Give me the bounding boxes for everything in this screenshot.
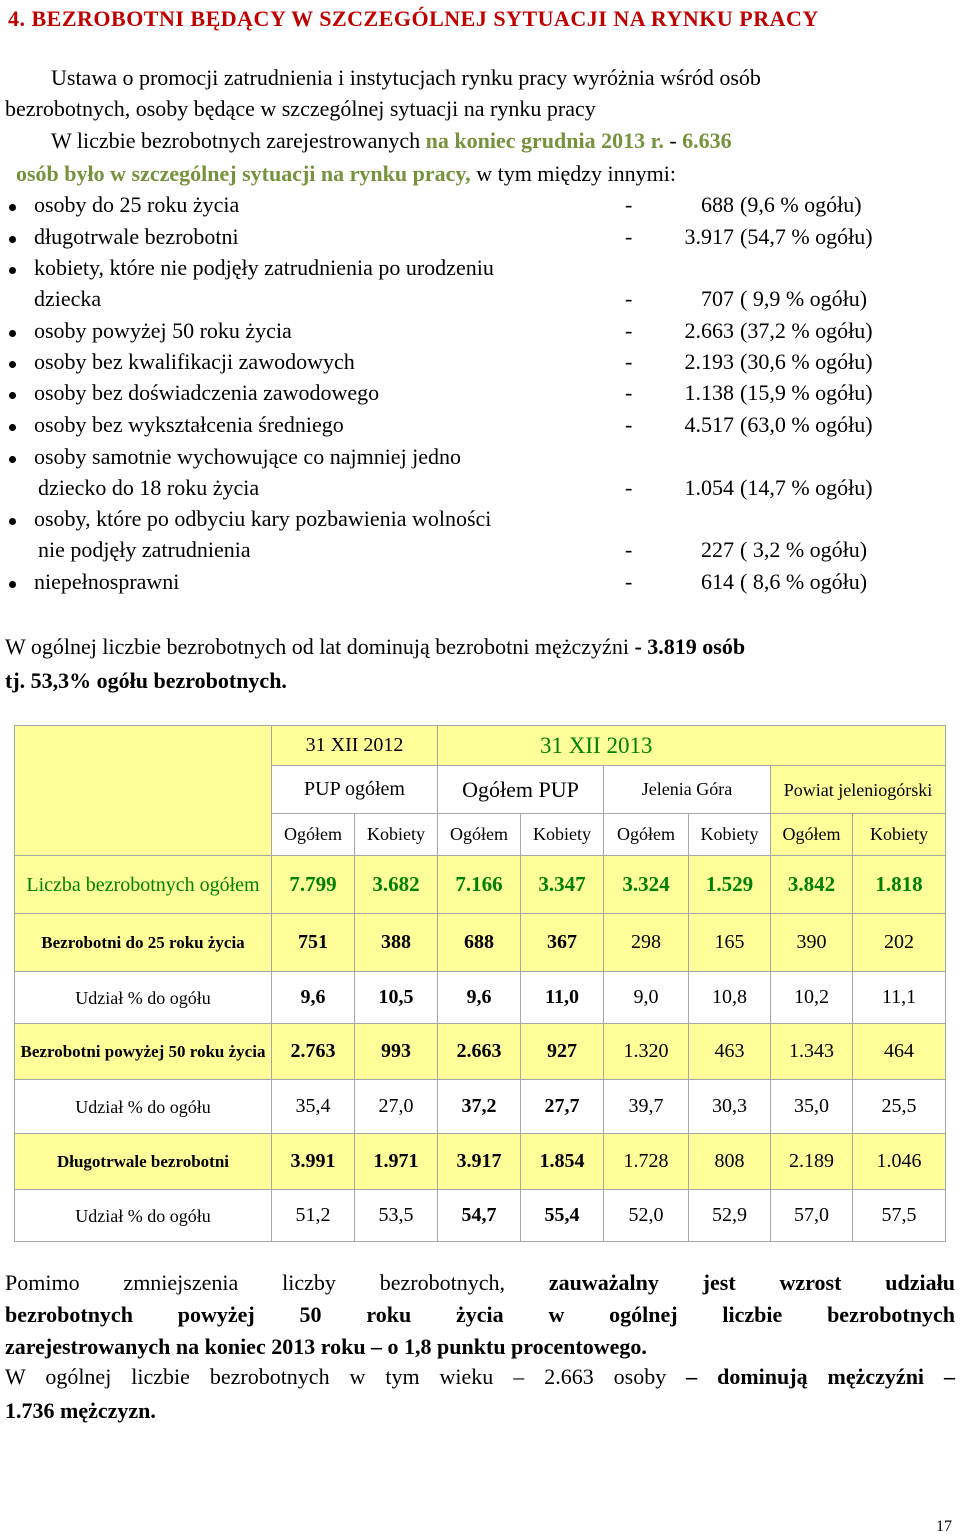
table-cell: 10,8 [689,972,771,1024]
bullet-icon [9,456,16,463]
intro-line-2: bezrobotnych, osoby będące w szczególnej sytuacji na rynku pracy [5,96,596,121]
list-item-percent: (14,7 % ogółu) [740,475,873,500]
table-cell: 54,7 [438,1190,521,1242]
subheader-cell: Kobiety [689,814,771,856]
table-cell: 52,9 [689,1190,771,1242]
table-cell: 927 [521,1024,604,1080]
table-cell: 57,0 [771,1190,853,1242]
conclusion-line-3: zarejestrowanych na koniec 2013 roku – o 1,8 punktu procentowego. [5,1334,647,1359]
row-label: Udział % do ogółu [15,972,272,1024]
table-cell: 3.682 [355,856,438,914]
table-cell: 30,3 [689,1080,771,1134]
list-item-label-cont: dziecko do 18 roku życia [38,475,260,500]
table-cell: 3.347 [521,856,604,914]
subheader-cell: Ogółem [438,814,521,856]
bullet-icon [9,424,16,431]
table-row [15,914,946,972]
table-cell: 3.991 [272,1134,355,1190]
list-item-label: osoby do 25 roku życia [34,192,240,217]
table-cell: 3.842 [771,856,853,914]
intro-line-1: Ustawa o promocji zatrudnienia i instytucjach rynku pracy wyróżnia wśród osób [51,65,761,90]
table-cell: 464 [853,1024,946,1080]
table-cell: 7.166 [438,856,521,914]
row-label: Udział % do ogółu [15,1080,272,1134]
conclusion-line-4: W ogólnej liczbie bezrobotnych w tym wieku – 2.663 osoby – dominują mężczyźni – [5,1364,955,1389]
table-cell: 27,7 [521,1080,604,1134]
table-cell: 688 [438,914,521,972]
table-cell: 55,4 [521,1190,604,1242]
table-cell: 2.189 [771,1134,853,1190]
table-cell: 35,0 [771,1080,853,1134]
list-item-count: 707 [701,286,734,311]
bullet-icon [9,581,16,588]
list-item-dash: - [625,349,633,374]
unemployment-table [14,725,946,1242]
subheader-cell: Kobiety [521,814,604,856]
list-item-count: 1.138 [684,380,734,405]
list-item-label: osoby, które po odbyciu kary pozbawienia wolności [34,506,492,531]
list-item-dash: - [625,380,633,405]
table-cell: 51,2 [272,1190,355,1242]
list-item-dash: - [625,286,633,311]
bullet-icon [9,392,16,399]
table-cell: 7.799 [272,856,355,914]
subheader-cell: Ogółem [272,814,355,856]
list-item-count: 3.917 [684,224,734,249]
list-item-count: 227 [701,537,734,562]
bullet-icon [9,518,16,525]
table-cell: 3.324 [604,856,689,914]
table-cell: 1.818 [853,856,946,914]
bullet-icon [9,361,16,368]
conclusion-line-5: 1.736 mężczyzn. [5,1398,156,1423]
table-row [15,1190,946,1242]
list-item-percent: ( 8,6 % ogółu) [740,569,868,594]
list-item-percent: (9,6 % ogółu) [740,192,862,217]
table-cell: 37,2 [438,1080,521,1134]
list-item-label: osoby powyżej 50 roku życia [34,318,292,343]
row-label: Liczba bezrobotnych ogółem [15,856,272,914]
subheader-cell: Ogółem [604,814,689,856]
table-cell: 1.320 [604,1024,689,1080]
table-cell: 9,0 [604,972,689,1024]
list-item-label: niepełnosprawni [34,569,180,594]
table-cell: 1.728 [604,1134,689,1190]
table-cell: 1.971 [355,1134,438,1190]
table-cell: 25,5 [853,1080,946,1134]
header-jelenia-gora: Jelenia Góra [604,766,771,814]
header-2013: 31 XII 2013 [438,726,946,766]
page-number: 17 [936,1518,952,1535]
list-item-count: 2.193 [684,349,734,374]
header-ogolem-pup: Ogółem PUP [438,766,604,814]
table-cell: 52,0 [604,1190,689,1242]
table-row [15,972,946,1024]
list-item-percent: ( 3,2 % ogółu) [740,537,868,562]
table-cell: 388 [355,914,438,972]
list-item-percent: (54,7 % ogółu) [740,224,873,249]
list-item-label: osoby bez wykształcenia średniego [34,412,344,437]
subheader-cell: Kobiety [355,814,438,856]
list-item-percent: (37,2 % ogółu) [740,318,873,343]
conclusion-line-1: Pomimo zmniejszenia liczby bezrobotnych, zauważalny jest wzrost udziału [5,1270,955,1295]
table-row [15,856,946,914]
row-label: Długotrwale bezrobotni [15,1134,272,1190]
list-item-percent: (30,6 % ogółu) [740,349,873,374]
row-label: Udział % do ogółu [15,1190,272,1242]
table-row [15,1134,946,1190]
list-item-percent: (15,9 % ogółu) [740,380,873,405]
list-item-percent: (63,0 % ogółu) [740,412,873,437]
bullet-icon [9,236,16,243]
list-item-label: kobiety, które nie podjęły zatrudnienia po urodzeniu [34,255,494,280]
bullet-icon [9,267,16,274]
table-cell: 1.046 [853,1134,946,1190]
header-pup-ogolem: PUP ogółem [272,766,438,814]
table-cell: 298 [604,914,689,972]
list-item-dash: - [625,318,633,343]
table-row [15,1080,946,1134]
intro-line-4: osób było w szczególnej sytuacji na rynku pracy, w tym między innymi: [16,161,677,186]
table-cell: 463 [689,1024,771,1080]
table-cell: 2.763 [272,1024,355,1080]
list-item-count: 688 [701,192,734,217]
list-item-label: osoby bez kwalifikacji zawodowych [34,349,355,374]
list-item-percent: ( 9,9 % ogółu) [740,286,868,311]
list-item-dash: - [625,569,633,594]
table-cell: 35,4 [272,1080,355,1134]
list-item-label-cont: nie podjęły zatrudnienia [38,537,251,562]
list-item-label-cont: dziecka [34,286,102,311]
summary-line-1: W ogólnej liczbie bezrobotnych od lat dominują bezrobotni mężczyźni - 3.819 osób [5,634,746,659]
table-corner [15,726,272,856]
table-cell: 27,0 [355,1080,438,1134]
list-item-count: 614 [701,569,734,594]
list-item-count: 2.663 [684,318,734,343]
header-powiat: Powiat jeleniogórski [771,766,946,814]
conclusion-line-2: bezrobotnych powyżej 50 roku życia w ogólnej liczbie bezrobotnych [5,1302,955,1327]
table-row [15,1024,946,1080]
table-cell: 11,0 [521,972,604,1024]
bullet-icon [9,330,16,337]
table-cell: 1.343 [771,1024,853,1080]
intro-line-3: W liczbie bezrobotnych zarejestrowanych na koniec grudnia 2013 r. - 6.636 [51,128,732,153]
list-item-dash: - [625,412,633,437]
row-label: Bezrobotni powyżej 50 roku życia [15,1024,272,1080]
table-cell: 390 [771,914,853,972]
list-item-count: 4.517 [684,412,734,437]
subheader-cell: Kobiety [853,814,946,856]
table-cell: 751 [272,914,355,972]
table-cell: 165 [689,914,771,972]
list-item-count: 1.054 [684,475,734,500]
section-heading: 4. BEZROBOTNI BĘDĄCY W SZCZEGÓLNEJ SYTUACJI NA RYNKU PRACY [8,6,819,31]
table-cell: 9,6 [438,972,521,1024]
list-item-label: osoby bez doświadczenia zawodowego [34,380,380,405]
table-cell: 367 [521,914,604,972]
row-label: Bezrobotni do 25 roku życia [15,914,272,972]
table-cell: 2.663 [438,1024,521,1080]
table-cell: 9,6 [272,972,355,1024]
list-item-label: długotrwale bezrobotni [34,224,239,249]
table-cell: 39,7 [604,1080,689,1134]
table-cell: 993 [355,1024,438,1080]
table-cell: 57,5 [853,1190,946,1242]
table-cell: 1.529 [689,856,771,914]
list-item-dash: - [625,537,633,562]
list-item-dash: - [625,192,633,217]
table-cell: 1.854 [521,1134,604,1190]
summary-line-2: tj. 53,3% ogółu bezrobotnych. [5,668,287,693]
subheader-cell: Ogółem [771,814,853,856]
list-item-dash: - [625,475,633,500]
table-cell: 11,1 [853,972,946,1024]
table-cell: 53,5 [355,1190,438,1242]
table-cell: 10,2 [771,972,853,1024]
table-cell: 10,5 [355,972,438,1024]
bullet-icon [9,204,16,211]
table-cell: 3.917 [438,1134,521,1190]
table-cell: 808 [689,1134,771,1190]
header-2012: 31 XII 2012 [272,726,438,766]
list-item-dash: - [625,224,633,249]
table-cell: 202 [853,914,946,972]
list-item-label: osoby samotnie wychowujące co najmniej jedno [34,444,462,469]
